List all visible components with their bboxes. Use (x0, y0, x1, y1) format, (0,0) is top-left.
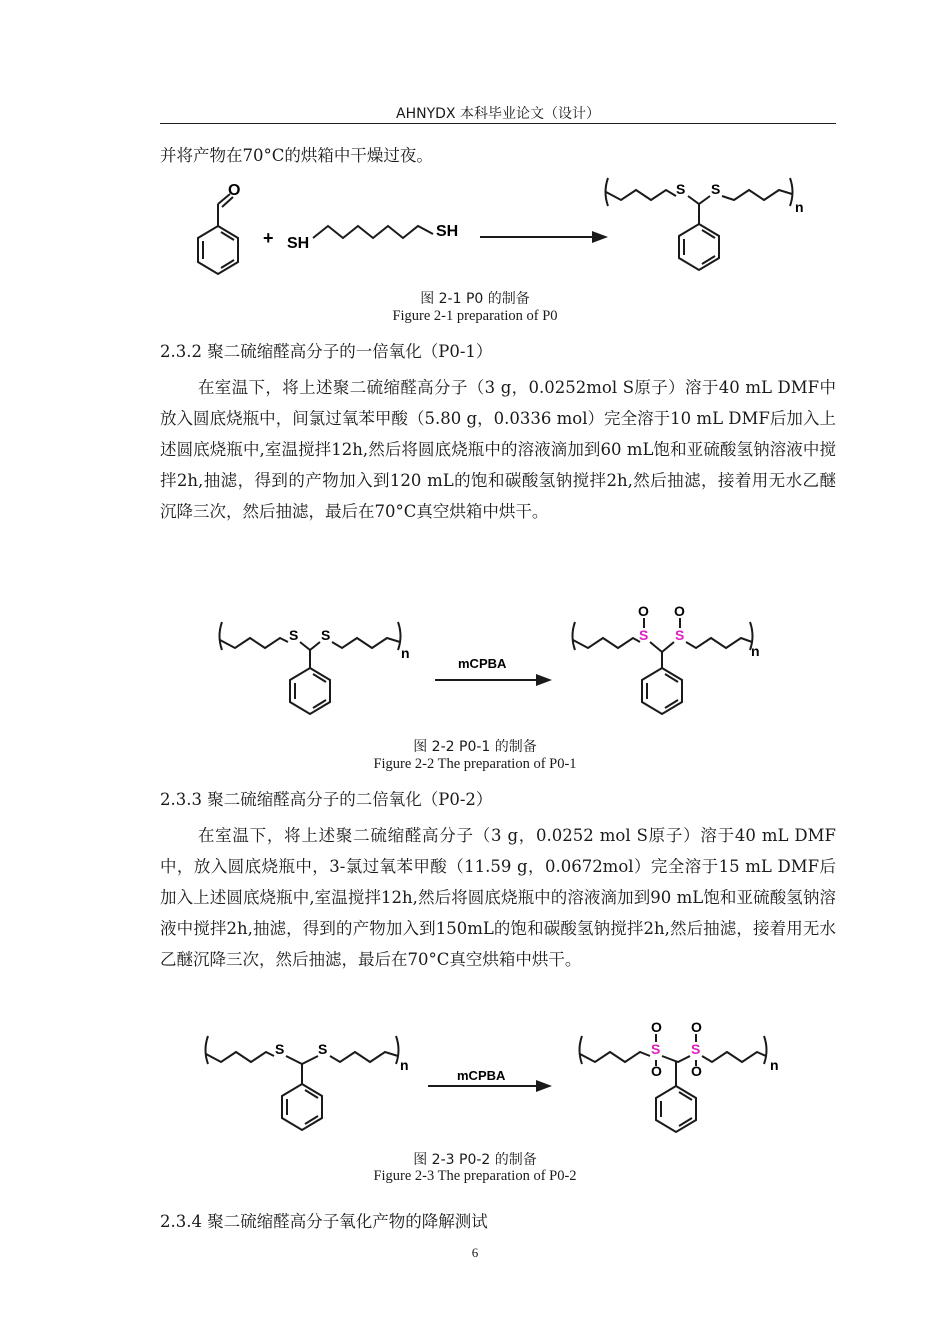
sulfur-label: S (676, 181, 686, 197)
header-rule (160, 123, 836, 124)
page-number: 6 (471, 1245, 479, 1260)
figure-2-1-caption-cn: 图 2-1 P0 的制备 (420, 291, 530, 307)
paragraph-2-3-2: 在室温下，将上述聚二硫缩醛高分子（3 g，0.0252mol S原子）溶于40 mL DMF中放入圆底烧瓶中，间氯过氧苯甲酸（5.80 g，0.0336 mol）完全溶于10 mL DMF后加入上述圆底烧瓶中,室温搅拌12h,然后将圆底烧瓶中的溶液滴加到60 mL饱和亚硫酸氢钠溶液中搅拌2h,抽滤，得到的产物加入到120 mL的饱和碳酸氢钠搅拌2h,然后抽滤，接着用无水乙醚沉降三次，然后抽滤，最后在70°C真空烘箱中烘干。 (160, 378, 836, 521)
sulfur-label: S (711, 181, 721, 197)
sulfone-sulfur-label: S (691, 1041, 701, 1057)
aldehyde-o-label: O (228, 182, 241, 199)
sulfoxide-sulfur-label: S (675, 627, 685, 643)
section-heading-2-3-2: 2.3.2 聚二硫缩醛高分子的一倍氧化（P0-1） (160, 342, 493, 361)
paragraph-2-3-3: 在室温下，将上述聚二硫缩醛高分子（3 g，0.0252 mol S原子）溶于40 mL DMF中，放入圆底烧瓶中，3-氯过氧苯甲酸（11.59 g，0.0672mol）完全溶于15 mL DMF后加入上述圆底烧瓶中,室温搅拌12h,然后将圆底烧瓶中的溶液滴加到90 mL饱和亚硫酸氢钠溶液中搅拌2h,抽滤，得到的产物加入到150mL的饱和碳酸氢钠搅拌2h,然后抽滤，接着用无水乙醚沉降三次，然后抽滤，最后在70°C真空烘箱中烘干。 (160, 826, 836, 969)
oxygen-label: O (691, 1019, 702, 1035)
thiol-left-label: SH (287, 235, 310, 252)
figure-2-2-scheme (160, 596, 840, 718)
figure-2-3-scheme (160, 1010, 840, 1138)
oxygen-label: O (651, 1063, 662, 1079)
figure-2-3-caption-en: Figure 2-3 The preparation of P0-2 (373, 1168, 577, 1184)
oxygen-label: O (638, 603, 649, 619)
intro-text: 并将产物在70°C的烘箱中干燥过夜。 (160, 146, 433, 165)
figure-2-2-caption-en: Figure 2-2 The preparation of P0-1 (373, 756, 577, 772)
figure-2-3-caption-cn: 图 2-3 P0-2 的制备 (413, 1152, 537, 1168)
reaction-arrow-head (536, 1080, 552, 1092)
figure-2-1-caption-en: Figure 2-1 preparation of P0 (392, 308, 558, 324)
oxygen-label: O (691, 1063, 702, 1079)
reaction-arrow-head (592, 231, 608, 243)
oxygen-label: O (674, 603, 685, 619)
reagent-label: mCPBA (457, 1068, 506, 1083)
sulfone-sulfur-label: S (651, 1041, 661, 1057)
plus-sign: + (263, 228, 274, 248)
reaction-arrow-head (536, 674, 552, 686)
repeat-n-label: n (795, 199, 804, 215)
figure-2-2-caption-cn: 图 2-2 P0-1 的制备 (413, 739, 537, 755)
figure-2-1-scheme (160, 170, 840, 285)
sulfur-label: S (318, 1041, 328, 1057)
repeat-n-label: n (770, 1057, 779, 1073)
section-heading-2-3-4: 2.3.4 聚二硫缩醛高分子氧化产物的降解测试 (160, 1212, 488, 1231)
sulfoxide-sulfur-label: S (639, 627, 649, 643)
section-heading-2-3-3: 2.3.3 聚二硫缩醛高分子的二倍氧化（P0-2） (160, 790, 493, 809)
repeat-n-label: n (400, 1057, 409, 1073)
repeat-n-label: n (751, 643, 760, 659)
repeat-n-label: n (401, 645, 410, 661)
sulfur-label: S (289, 627, 299, 643)
sulfur-label: S (321, 627, 331, 643)
thiol-right-label: SH (436, 223, 459, 240)
reagent-label: mCPBA (458, 656, 507, 671)
running-header: AHNYDX 本科毕业论文（设计） (396, 106, 600, 122)
sulfur-label: S (275, 1041, 285, 1057)
oxygen-label: O (651, 1019, 662, 1035)
